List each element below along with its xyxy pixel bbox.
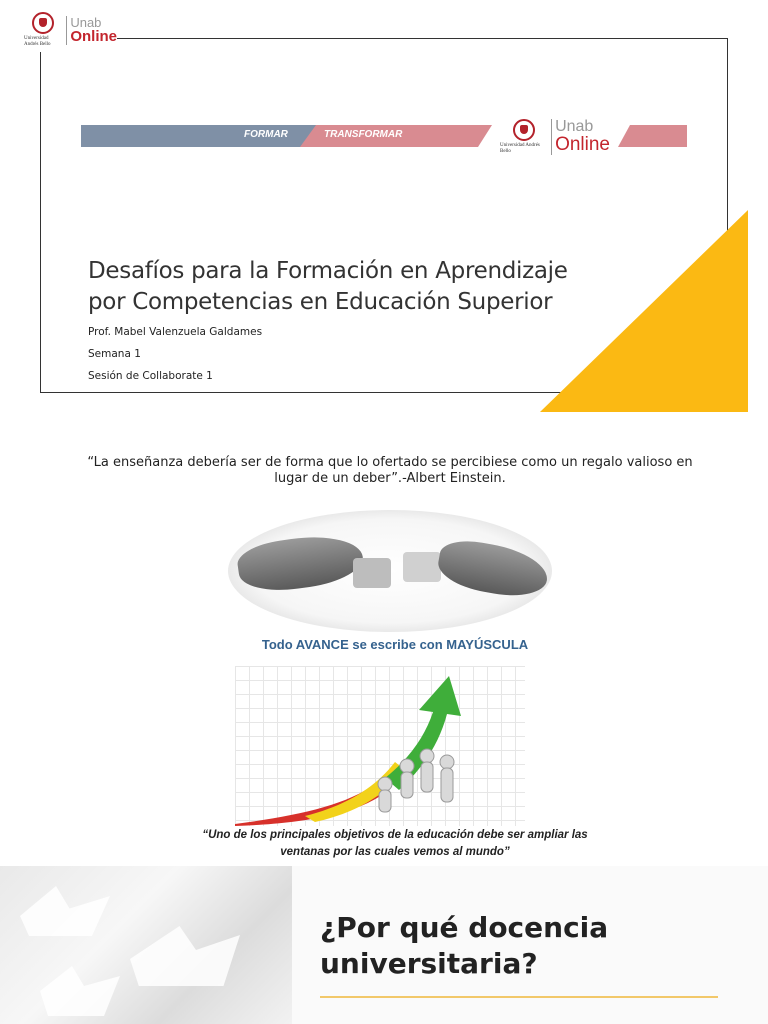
puzzle-piece-right (403, 552, 441, 582)
week-label: Semana 1 (88, 348, 141, 360)
title-underline (320, 996, 718, 998)
question-title-line2: universitaria? (320, 947, 538, 980)
formar-label: FORMAR (244, 129, 288, 140)
slide-title (88, 256, 628, 318)
puzzle-piece-left (353, 558, 391, 588)
einstein-quote-line2: lugar de un deber”.-Albert Einstein. (274, 471, 506, 486)
hands-puzzle-image (228, 510, 552, 632)
growth-arrow-icon (235, 666, 525, 826)
right-accent-band (618, 125, 687, 147)
einstein-quote (40, 455, 740, 487)
logo-online-text: Online (555, 134, 610, 155)
university-seal-icon (32, 12, 54, 34)
growth-arrow-image (235, 666, 525, 826)
closing-quote-line2: ventanas por las cuales vemos al mundo” (280, 846, 510, 858)
logo-online-text: Online (70, 27, 117, 45)
closing-quote (150, 827, 640, 861)
question-title-line1: ¿Por qué docencia (320, 911, 609, 944)
transformar-label: TRANSFORMAR (324, 129, 403, 140)
right-hand-shape (435, 536, 552, 602)
paper-boat-shape (130, 926, 240, 986)
logo-university-name: Universidad Andrés Bello (24, 36, 51, 47)
left-hand-shape (235, 530, 366, 597)
einstein-quote-line1: “La enseñanza debería ser de forma que lo ofertado se percibiese como un regalo valioso en (87, 455, 693, 470)
question-slide (0, 866, 768, 1024)
logo-unab-text: Unab (70, 14, 102, 30)
slide-title-line2: por Competencias en Educación Superior (88, 289, 553, 315)
unab-online-logo-banner (500, 115, 610, 159)
title-slide (0, 0, 768, 420)
professor-name: Prof. Mabel Valenzuela Galdames (88, 326, 263, 338)
logo-unab-text: Unab (555, 118, 594, 135)
question-title (320, 910, 608, 982)
avance-heading: Todo AVANCE se escribe con MAYÚSCULA (261, 637, 529, 652)
paper-boats-image (0, 866, 292, 1024)
university-seal-icon (513, 119, 535, 141)
paper-boat-shape (20, 886, 110, 936)
logo-university-name: Universidad Andrés Bello (500, 143, 540, 154)
session-label: Sesión de Collaborate 1 (88, 370, 213, 382)
slide-title-line1: Desafíos para la Formación en Aprendizaje (88, 258, 568, 284)
paper-boat-shape (40, 966, 120, 1016)
unab-online-logo (20, 8, 117, 52)
closing-quote-line1: “Uno de los principales objetivos de la educación debe ser ampliar las (202, 829, 588, 841)
